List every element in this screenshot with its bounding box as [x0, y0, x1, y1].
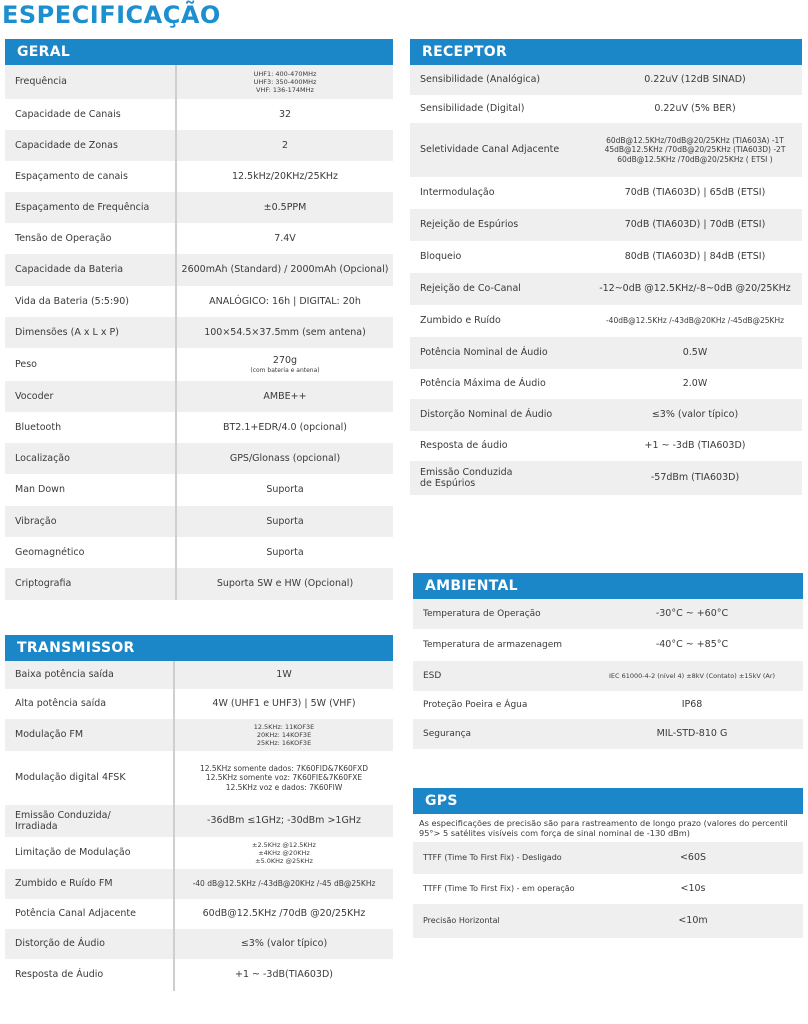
geral-row-label — [5, 76, 175, 87]
value-line: 25KHz: 16KOF3E — [256, 739, 312, 748]
value-line: 1W — [276, 669, 292, 681]
value-line: -40°C ~ +85°C — [655, 639, 729, 651]
label-line: TTFF (Time To First Fix) - Desligado — [423, 853, 562, 863]
value-line: BT2.1+EDR/4.0 (opcional) — [222, 421, 348, 433]
transmissor-row — [5, 869, 393, 899]
label-line: Potência Canal Adjacente — [15, 908, 136, 920]
label-line: Distorção de Áudio — [15, 938, 105, 950]
geral-row-value — [175, 254, 393, 286]
value-line: (com bateria e antena) — [250, 366, 320, 374]
value-line: 270g — [272, 354, 298, 366]
label-line: Potência Máxima de Áudio — [420, 378, 546, 390]
geral-row-label — [5, 202, 175, 213]
geral-row-label — [5, 391, 175, 402]
value-line: 2 — [281, 139, 289, 151]
label-line: Rejeição de Co-Canal — [420, 283, 521, 295]
label-line: TTFF (Time To First Fix) - em operação — [423, 884, 575, 894]
page-title: ESPECIFICAÇÃO — [2, 1, 221, 29]
receptor-row-label — [410, 144, 590, 155]
geral-row-value — [175, 568, 393, 600]
gps-row-label — [413, 884, 583, 894]
transmissor-row-label — [5, 810, 173, 833]
value-line: ≤3% (valor típico) — [240, 938, 328, 950]
label-line: de Espúrios — [420, 478, 476, 489]
value-line: Suporta SW e HW (Opcional) — [216, 578, 354, 590]
receptor-row — [410, 95, 802, 123]
label-line: Vocoder — [15, 390, 54, 402]
receptor-row — [410, 65, 802, 95]
receptor-row — [410, 305, 802, 337]
label-line: Zumbido e Ruído FM — [15, 878, 113, 890]
geral-row-label — [5, 516, 175, 527]
receptor-row-label — [410, 103, 590, 114]
transmissor-row-label — [5, 908, 173, 919]
label-line: Precisão Horizontal — [423, 916, 500, 926]
geral-row-value — [175, 381, 393, 412]
geral-row-value — [175, 161, 393, 192]
value-line: -30°C ~ +60°C — [655, 608, 729, 620]
geral-row-value — [175, 286, 393, 317]
value-line: 0.5W — [682, 347, 708, 359]
label-line: Seletividade Canal Adjacente — [420, 144, 560, 156]
label-line: Modulação FM — [15, 729, 84, 741]
label-line: ESD — [423, 670, 442, 681]
geral-row-value — [175, 412, 393, 443]
label-line: Resposta de Áudio — [15, 969, 104, 981]
gps-row-label — [413, 916, 583, 926]
gps-row — [413, 842, 803, 874]
label-line: Vibração — [15, 515, 57, 527]
receptor-header: RECEPTOR — [410, 39, 802, 65]
label-line: Irradiada — [15, 821, 58, 832]
receptor-row — [410, 337, 802, 369]
label-line: Emissão Conduzida/ — [15, 809, 111, 821]
receptor-row-label — [410, 251, 590, 262]
label-line: Alta potência saída — [15, 698, 107, 710]
value-line: -40 dB@12.5KHz /-43dB@20KHz /-45 dB@25KHz — [192, 879, 376, 889]
value-line: Suporta — [266, 484, 304, 496]
geral-row-label — [5, 484, 175, 495]
transmissor-row — [5, 899, 393, 929]
ambiental-header: AMBIENTAL — [413, 573, 803, 599]
transmissor-row-value — [173, 661, 393, 689]
label-line: Capacidade da Bateria — [15, 264, 124, 276]
receptor-row-label — [410, 467, 590, 490]
receptor-row — [410, 369, 802, 399]
value-line: -57dBm (TIA603D) — [650, 472, 740, 484]
ambiental-row-label — [413, 700, 581, 711]
transmissor-row-label — [5, 969, 173, 980]
ambiental-row-label — [413, 671, 581, 682]
ambiental-row-value — [581, 719, 803, 749]
transmissor-row-value — [173, 689, 393, 719]
value-line: 80dB (TIA603D) | 84dB (ETSI) — [624, 251, 766, 263]
transmissor-row-value — [173, 869, 393, 899]
label-line: Capacidade de Zonas — [15, 139, 118, 151]
value-line: ±2.5KHz @12.5KHz — [252, 840, 316, 849]
ambiental-row — [413, 691, 803, 719]
geral-row — [5, 65, 393, 99]
value-line: 60dB@12.5KHz/70dB@20/25KHz (TIA603A) -1T — [606, 135, 784, 145]
transmissor-row-value — [173, 805, 393, 837]
receptor-row-label — [410, 283, 590, 294]
receptor-row — [410, 273, 802, 305]
receptor-row-label — [410, 409, 590, 420]
receptor-row — [410, 209, 802, 241]
ambiental-row-label — [413, 729, 581, 740]
label-line: Rejeição de Espúrios — [420, 219, 519, 231]
receptor-row — [410, 177, 802, 209]
ambiental-row-value — [581, 661, 803, 691]
value-line: 0.22uV (12dB SINAD) — [644, 74, 746, 86]
label-line: Potência Nominal de Áudio — [420, 347, 548, 359]
geral-row — [5, 348, 393, 381]
ambiental-row-value — [581, 691, 803, 719]
value-line: 4W (UHF1 e UHF3) | 5W (VHF) — [212, 698, 356, 710]
transmissor-row-label — [5, 729, 173, 740]
geral-row-label — [5, 359, 175, 370]
ambiental-row — [413, 719, 803, 749]
gps-note: As especificações de precisão são para rastreamento de longo prazo (valores do percentil 95°> 5 satélites visíveis com força de sinal nominal de -130 dBm) — [419, 818, 788, 838]
geral-row-value — [175, 65, 393, 99]
geral-row — [5, 506, 393, 537]
geral-row-label — [5, 233, 175, 244]
receptor-section — [410, 39, 802, 495]
value-line: 60dB@12.5KHz /70dB @20/25KHz — [202, 908, 366, 920]
geral-row — [5, 99, 393, 130]
receptor-row-value — [590, 177, 800, 209]
receptor-row-value — [590, 65, 800, 95]
geral-row-label — [5, 422, 175, 433]
value-line: 12.5KHz voz e dados: 7K60FIW — [225, 782, 343, 792]
geral-row-value — [175, 537, 393, 568]
value-line: GPS/Glonass (opcional) — [229, 452, 341, 464]
gps-row — [413, 874, 803, 904]
gps-row-label — [413, 853, 583, 863]
geral-row-label — [5, 453, 175, 464]
value-line: -12~0dB @12.5KHz/-8~0dB @20/25KHz — [599, 283, 791, 295]
receptor-row — [410, 431, 802, 461]
value-line: 0.22uV (5% BER) — [654, 103, 736, 115]
geral-row-label — [5, 140, 175, 151]
value-line: VHF: 136-174MHz — [256, 86, 314, 95]
geral-row — [5, 537, 393, 568]
receptor-row — [410, 399, 802, 431]
ambiental-row — [413, 661, 803, 691]
transmissor-header: TRANSMISSOR — [5, 635, 393, 661]
geral-row — [5, 223, 393, 254]
receptor-row-value — [590, 431, 800, 461]
value-line: -36dBm ≤1GHz; -30dBm >1GHz — [207, 815, 361, 827]
value-line: ±4KHz @20KHz — [258, 848, 310, 857]
gps-row — [413, 904, 803, 938]
receptor-row-value — [590, 241, 800, 273]
label-line: Emissão Conduzida — [420, 466, 513, 478]
geral-header: GERAL — [5, 39, 393, 65]
gps-header: GPS — [413, 788, 803, 814]
receptor-row — [410, 241, 802, 273]
ambiental-row — [413, 629, 803, 661]
label-line: Peso — [15, 358, 37, 370]
ambiental-row-value — [581, 599, 803, 629]
geral-row-label — [5, 109, 175, 120]
value-line: IP68 — [681, 699, 703, 711]
receptor-row-value — [590, 399, 800, 431]
ambiental-row-label — [413, 640, 581, 651]
transmissor-row-value — [173, 899, 393, 929]
value-line: <60S — [679, 852, 707, 864]
value-line: 60dB@12.5KHz /70dB@20/25KHz ( ETSI ) — [617, 154, 773, 164]
geral-row-label — [5, 264, 175, 275]
transmissor-section — [5, 635, 393, 991]
receptor-row-value — [590, 461, 800, 495]
geral-row — [5, 286, 393, 317]
geral-row-value — [175, 99, 393, 130]
receptor-row-label — [410, 315, 590, 326]
ambiental-row-label — [413, 609, 581, 620]
geral-row — [5, 317, 393, 348]
label-line: Vida da Bateria (5:5:90) — [15, 295, 129, 307]
label-line: Geomagnético — [15, 546, 85, 558]
receptor-row-value — [590, 369, 800, 399]
ambiental-section — [413, 573, 803, 749]
value-line: Suporta — [266, 515, 304, 527]
receptor-row-value — [590, 273, 800, 305]
gps-section — [413, 788, 803, 938]
value-line: 70dB (TIA603D) | 70dB (ETSI) — [624, 219, 766, 231]
transmissor-row — [5, 929, 393, 959]
transmissor-row-label — [5, 878, 173, 889]
geral-row-value — [175, 223, 393, 254]
value-line: ±0.5PPM — [263, 201, 307, 213]
label-line: Frequência — [15, 76, 67, 88]
receptor-row-value — [590, 209, 800, 241]
transmissor-row — [5, 837, 393, 869]
label-line: Limitação de Modulação — [15, 847, 131, 859]
label-line: Zumbido e Ruído — [420, 315, 501, 327]
label-line: Baixa potência saída — [15, 669, 114, 681]
geral-row — [5, 381, 393, 412]
label-line: Temperatura de Operação — [423, 608, 541, 619]
geral-row — [5, 254, 393, 286]
transmissor-row-value — [173, 837, 393, 869]
geral-row-value — [175, 348, 393, 381]
geral-row — [5, 192, 393, 223]
value-line: Suporta — [266, 546, 304, 558]
label-line: Intermodulação — [420, 187, 495, 199]
label-line: Segurança — [423, 728, 472, 739]
value-line: 32 — [278, 108, 292, 120]
value-line: 7.4V — [274, 232, 296, 244]
label-line: Criptografia — [15, 578, 72, 590]
label-line: Proteção Poeira e Água — [423, 699, 528, 710]
geral-row-label — [5, 578, 175, 589]
value-line: ANALÓGICO: 16h | DIGITAL: 20h — [209, 295, 361, 307]
value-line: IEC 61000-4-2 (nível 4) ±8kV (Contato) ±15kV (Ar) — [608, 671, 776, 680]
transmissor-row-value — [173, 929, 393, 959]
value-line: 12.5KHz somente voz: 7K60FIE&7K60FXE — [205, 773, 363, 783]
transmissor-row-label — [5, 938, 173, 949]
receptor-row-label — [410, 187, 590, 198]
label-line: Capacidade de Canais — [15, 108, 121, 120]
label-line: Tensão de Operação — [15, 232, 112, 244]
receptor-row-label — [410, 219, 590, 230]
gps-row-value — [583, 874, 803, 904]
label-line: Man Down — [15, 484, 65, 496]
receptor-row-label — [410, 440, 590, 451]
transmissor-row-value — [173, 959, 393, 991]
value-line: <10s — [680, 883, 706, 895]
transmissor-row — [5, 661, 393, 689]
value-line: 12.5KHz somente dados: 7K60FID&7K60FXD — [199, 763, 369, 773]
receptor-row — [410, 123, 802, 177]
geral-row-value — [175, 443, 393, 474]
ambiental-row — [413, 599, 803, 629]
value-line: 2.0W — [682, 378, 708, 390]
transmissor-row — [5, 689, 393, 719]
geral-section — [5, 39, 393, 600]
value-line: +1 ~ -3dB(TIA603D) — [235, 969, 333, 981]
transmissor-row — [5, 719, 393, 751]
label-line: Temperatura de armazenagem — [423, 639, 562, 650]
label-line: Resposta de áudio — [420, 440, 508, 452]
label-line: Dimensões (A x L x P) — [15, 326, 119, 338]
label-line: Sensibilidade (Digital) — [420, 103, 525, 115]
geral-row-value — [175, 130, 393, 161]
geral-row — [5, 161, 393, 192]
geral-row-value — [175, 474, 393, 506]
label-line: Espaçamento de canais — [15, 170, 128, 182]
value-line: ±5.0KHz @25KHz — [255, 857, 313, 866]
geral-row — [5, 474, 393, 506]
label-line: Bluetooth — [15, 421, 62, 433]
geral-row-value — [175, 317, 393, 348]
receptor-row — [410, 461, 802, 495]
geral-row-label — [5, 547, 175, 558]
label-line: Bloqueio — [420, 251, 462, 263]
ambiental-row-value — [581, 629, 803, 661]
geral-row — [5, 130, 393, 161]
transmissor-row-label — [5, 847, 173, 858]
value-line: 45dB@12.5KHz /70dB@20/25KHz (TIA603D) -2T — [604, 145, 786, 155]
receptor-row-value — [590, 337, 800, 369]
value-line: UHF3: 350-400MHz — [253, 77, 317, 86]
geral-row-label — [5, 296, 175, 307]
geral-row — [5, 443, 393, 474]
label-line: Espaçamento de Frequência — [15, 201, 150, 213]
value-line: MIL-STD-810 G — [656, 728, 728, 740]
value-line: -40dB@12.5KHz /-43dB@20KHz /-45dB@25KHz — [605, 316, 785, 326]
transmissor-row — [5, 959, 393, 991]
value-line: 12.5kHz/20KHz/25KHz — [231, 170, 339, 182]
value-line: 20KHz: 14KOF3E — [256, 730, 312, 739]
geral-row — [5, 568, 393, 600]
label-line: Localização — [15, 452, 70, 464]
value-line: 12.5KHz: 11KOF3E — [253, 722, 315, 731]
label-line: Modulação digital 4FSK — [15, 772, 126, 784]
value-line: 70dB (TIA603D) | 65dB (ETSI) — [624, 187, 766, 199]
label-line: Sensibilidade (Analógica) — [420, 74, 541, 86]
receptor-row-value — [590, 123, 800, 177]
geral-row-value — [175, 506, 393, 537]
value-line: ≤3% (valor típico) — [651, 409, 739, 421]
receptor-row-value — [590, 305, 800, 337]
transmissor-row — [5, 751, 393, 805]
transmissor-row-label — [5, 772, 173, 783]
value-line: <10m — [678, 915, 708, 927]
gps-row-value — [583, 842, 803, 874]
receptor-row-value — [590, 95, 800, 123]
geral-row-label — [5, 171, 175, 182]
transmissor-row-label — [5, 698, 173, 709]
value-line: UHF1: 400-470MHz — [253, 69, 317, 78]
geral-row-value — [175, 192, 393, 223]
transmissor-row-label — [5, 669, 173, 680]
transmissor-row-value — [173, 751, 393, 805]
receptor-row-label — [410, 74, 590, 85]
value-line: AMBE++ — [263, 390, 307, 402]
receptor-row-label — [410, 347, 590, 358]
gps-row-value — [583, 904, 803, 938]
geral-row — [5, 412, 393, 443]
receptor-row-label — [410, 378, 590, 389]
value-line: 2600mAh (Standard) / 2000mAh (Opcional) — [181, 264, 389, 276]
label-line: Distorção Nominal de Áudio — [420, 409, 553, 421]
geral-row-label — [5, 327, 175, 338]
transmissor-row-value — [173, 719, 393, 751]
value-line: 100×54.5×37.5mm (sem antena) — [204, 326, 366, 338]
transmissor-row — [5, 805, 393, 837]
value-line: +1 ~ -3dB (TIA603D) — [644, 440, 746, 452]
